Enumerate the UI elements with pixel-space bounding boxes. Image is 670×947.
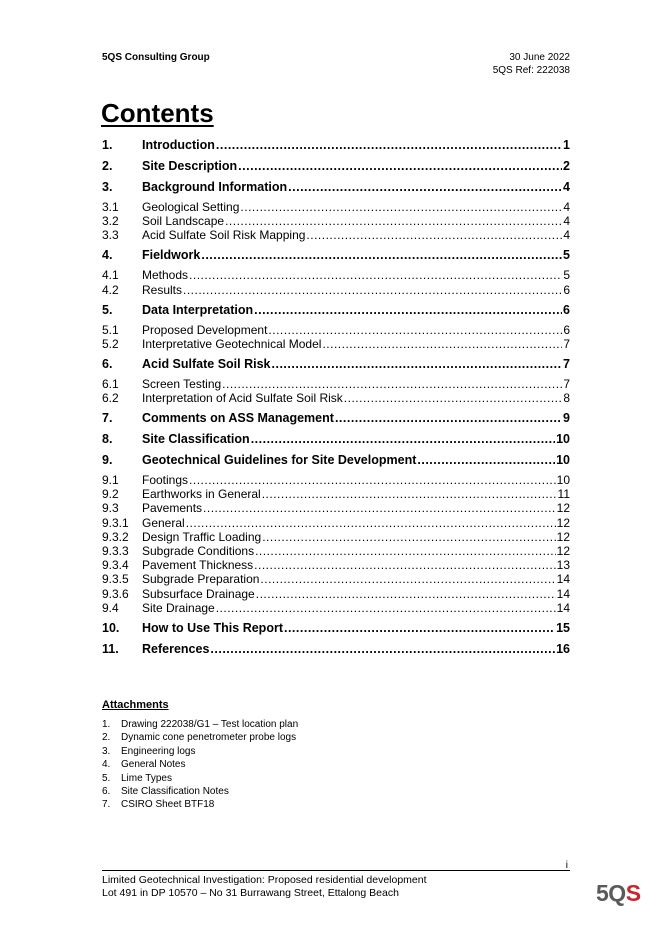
toc-entry[interactable] (102, 544, 570, 558)
attachment-text: General Notes (121, 759, 186, 771)
toc-page-number: 4 (563, 200, 570, 214)
toc-entry[interactable] (102, 473, 570, 487)
toc-leader-dots (186, 516, 556, 530)
footer-rule (102, 870, 570, 871)
attachment-item (102, 785, 298, 798)
toc-page-number: 7 (563, 376, 570, 391)
toc-number: 9.3.6 (102, 586, 129, 601)
toc-number: 5.2 (102, 336, 119, 351)
header-ref: 5QS Ref: 222038 (492, 65, 570, 76)
toc-page-number: 5 (563, 268, 570, 283)
toc-page-number: 12 (556, 515, 570, 530)
toc-page-number: 13 (556, 558, 570, 573)
toc-number: 9.3.3 (102, 544, 129, 558)
toc-page-number: 16 (556, 641, 570, 656)
toc-number: 9.3.1 (102, 515, 129, 530)
toc-leader-dots (262, 487, 557, 501)
toc-entry[interactable] (102, 323, 570, 337)
footer-line-2: Lot 491 in DP 10570 – No 31 Burrawang Street, Ettalong Beach (102, 887, 399, 899)
toc-number: 4.1 (102, 268, 119, 283)
toc-page-number: 6 (563, 282, 570, 297)
toc-leader-dots (254, 558, 555, 572)
page-number: i (565, 860, 568, 871)
toc-leader-dots (268, 323, 562, 337)
toc-entry[interactable] (102, 283, 570, 297)
attachment-number: 4. (102, 759, 111, 771)
toc-entry[interactable] (102, 268, 570, 282)
toc-number: 9.2 (102, 487, 119, 502)
header-company: 5QS Consulting Group (102, 52, 210, 63)
toc-label: Pavements (142, 501, 203, 516)
toc-number: 3.1 (102, 200, 119, 214)
toc-number: 10. (102, 620, 120, 635)
toc-page-number: 12 (556, 501, 570, 516)
toc-number: 4.2 (102, 282, 119, 297)
toc-label: Results (142, 282, 183, 297)
attachment-text: CSIRO Sheet BTF18 (121, 799, 215, 811)
toc-entry[interactable] (102, 391, 570, 405)
toc-number: 4. (102, 248, 113, 263)
toc-page-number: 7 (563, 336, 570, 351)
toc-number: 9.3.5 (102, 572, 129, 587)
toc-entry[interactable] (102, 516, 570, 530)
toc-label: Interpretative Geotechnical Model (142, 336, 322, 351)
toc-leader-dots (255, 544, 556, 558)
toc-entry[interactable] (102, 642, 570, 656)
toc-entry[interactable] (102, 453, 570, 467)
toc-label: Interpretation of Acid Sulfate Soil Risk (142, 391, 343, 405)
footer-line-1: Limited Geotechnical Investigation: Proposed residential development (102, 874, 427, 886)
company-logo (596, 880, 641, 907)
toc-label: Proposed Development (142, 322, 268, 337)
toc-page-number: 4 (563, 228, 570, 243)
toc-entry[interactable] (102, 487, 570, 501)
toc-label: Site Drainage (142, 600, 215, 615)
toc-entry[interactable] (102, 572, 570, 586)
toc-leader-dots (344, 391, 563, 405)
toc-label: Fieldwork (142, 248, 201, 263)
toc-label: Subgrade Preparation (142, 572, 260, 587)
attachment-item (102, 718, 298, 731)
toc-entry[interactable] (102, 357, 570, 371)
toc-leader-dots (322, 337, 562, 351)
logo-text-main: 5Q (596, 880, 626, 906)
toc-page-number: 5 (563, 248, 570, 263)
attachment-item (102, 758, 298, 771)
attachment-number: 5. (102, 772, 111, 784)
toc-label: References (142, 641, 210, 656)
toc-leader-dots (222, 377, 562, 391)
toc-entry[interactable] (102, 558, 570, 572)
toc-leader-dots (254, 303, 562, 317)
toc-number: 8. (102, 432, 113, 446)
toc-leader-dots (417, 453, 555, 467)
toc-number: 6.1 (102, 376, 119, 391)
toc-label: Pavement Thickness (142, 558, 254, 573)
toc-number: 7. (102, 411, 113, 425)
toc-leader-dots (284, 621, 555, 635)
toc-label: Subsurface Drainage (142, 586, 255, 601)
attachment-text: Drawing 222038/G1 – Test location plan (121, 719, 299, 730)
attachment-item (102, 798, 298, 811)
attachment-number: 2. (102, 732, 111, 744)
toc-label: Site Classification (142, 432, 250, 446)
toc-leader-dots (189, 473, 556, 487)
toc-page-number: 12 (556, 544, 570, 558)
toc-entry[interactable] (102, 228, 570, 242)
toc-page-number: 12 (556, 529, 570, 544)
toc-page-number: 9 (563, 411, 570, 425)
toc-number: 3.2 (102, 214, 119, 229)
toc-label: Comments on ASS Management (142, 411, 334, 425)
attachment-number: 6. (102, 786, 111, 798)
toc-number: 9.1 (102, 473, 119, 487)
toc-label: Subgrade Conditions (142, 544, 255, 558)
toc-number: 11. (102, 641, 119, 656)
toc-entry[interactable] (102, 377, 570, 391)
toc-number: 2. (102, 159, 113, 173)
toc-page-number: 14 (556, 572, 570, 587)
toc-leader-dots (256, 587, 556, 601)
attachment-text: Dynamic cone penetrometer probe logs (121, 732, 297, 744)
toc-leader-dots (288, 180, 562, 194)
toc-page-number: 4 (563, 180, 570, 194)
toc-entry[interactable] (102, 200, 570, 214)
attachment-text: Lime Types (121, 772, 172, 784)
toc-label: Acid Sulfate Soil Risk (142, 356, 271, 371)
attachment-item (102, 745, 298, 758)
toc-label: Footings (142, 473, 189, 487)
footer (102, 874, 427, 900)
attachment-number: 3. (102, 745, 111, 757)
toc-page-number: 8 (563, 391, 570, 405)
toc-leader-dots (238, 159, 562, 173)
toc-label: Soil Landscape (142, 214, 225, 229)
toc-leader-dots (225, 214, 562, 228)
page-title: Contents (101, 98, 214, 128)
toc-leader-dots (240, 200, 562, 214)
toc-page-number: 6 (563, 322, 570, 337)
toc-label: Geotechnical Guidelines for Site Development (142, 453, 417, 467)
toc-page-number: 7 (563, 356, 570, 371)
toc-leader-dots (216, 601, 556, 615)
toc-entry[interactable] (102, 180, 570, 194)
toc-page-number: 15 (556, 620, 570, 635)
toc-label: Methods (142, 268, 189, 283)
toc-page-number: 11 (557, 487, 570, 502)
attachment-item (102, 731, 298, 744)
toc-entry[interactable] (102, 138, 570, 152)
toc-number: 3. (102, 180, 113, 194)
toc-number: 5.1 (102, 322, 119, 337)
toc-label: General (142, 515, 185, 530)
toc-number: 9.3.4 (102, 558, 129, 573)
toc-leader-dots (306, 228, 562, 242)
toc-page-number: 10 (556, 473, 570, 487)
toc-number: 1. (102, 138, 113, 152)
toc-leader-dots (335, 411, 562, 425)
toc-label: Site Description (142, 159, 238, 173)
toc-page-number: 4 (563, 214, 570, 229)
toc-leader-dots (251, 432, 555, 446)
toc-number: 9.3 (102, 501, 119, 516)
toc-leader-dots (262, 530, 555, 544)
toc-entry[interactable] (102, 337, 570, 351)
toc-entry[interactable] (102, 530, 570, 544)
toc-entry[interactable] (102, 432, 570, 446)
attachment-number: 7. (102, 799, 111, 811)
toc-leader-dots (260, 572, 555, 586)
toc-number: 9.4 (102, 600, 119, 615)
toc-entry[interactable] (102, 501, 570, 515)
toc-number: 6.2 (102, 391, 119, 405)
header-right (493, 51, 570, 77)
toc-leader-dots (189, 268, 562, 282)
attachments-title: Attachments (102, 699, 169, 711)
toc-page-number: 10 (556, 453, 570, 467)
toc-label: Introduction (142, 138, 215, 152)
toc-label: How to Use This Report (142, 620, 283, 635)
attachment-text: Engineering logs (121, 745, 196, 757)
attachment-number: 1. (102, 719, 111, 730)
attachment-text: Site Classification Notes (121, 786, 229, 798)
toc-label: Acid Sulfate Soil Risk Mapping (142, 228, 306, 243)
toc-entry[interactable] (102, 248, 570, 262)
toc-leader-dots (201, 248, 562, 262)
toc-number: 6. (102, 356, 113, 371)
toc-leader-dots (203, 501, 556, 515)
toc-label: Design Traffic Loading (142, 529, 262, 544)
toc-label: Data Interpretation (142, 302, 254, 317)
logo-text-accent: S (625, 880, 641, 906)
toc-leader-dots (272, 357, 563, 371)
toc-page-number: 10 (556, 432, 570, 446)
toc-entry[interactable] (102, 601, 570, 615)
toc-label: Earthworks in General (142, 487, 261, 502)
toc-entry[interactable] (102, 621, 570, 635)
toc-page-number: 6 (563, 302, 570, 317)
toc-number: 3.3 (102, 228, 119, 243)
toc-label: Geological Setting (142, 200, 240, 214)
attachments-list (102, 718, 298, 812)
toc-number: 9.3.2 (102, 529, 129, 544)
toc-leader-dots (210, 642, 555, 656)
toc-entry[interactable] (102, 587, 570, 601)
toc-entry[interactable] (102, 303, 570, 317)
toc-entry[interactable] (102, 214, 570, 228)
toc-page-number: 14 (556, 600, 570, 615)
toc-leader-dots (216, 138, 562, 152)
attachment-item (102, 772, 298, 785)
toc-entry[interactable] (102, 411, 570, 425)
toc-number: 9. (102, 453, 113, 467)
toc-leader-dots (183, 283, 562, 297)
toc-page-number: 1 (563, 138, 570, 152)
toc-label: Screen Testing (142, 376, 222, 391)
toc-page-number: 14 (556, 586, 570, 601)
toc-label: Background Information (142, 180, 288, 194)
toc-number: 5. (102, 302, 113, 317)
toc-entry[interactable] (102, 159, 570, 173)
toc-page-number: 2 (563, 159, 570, 173)
header-date: 30 June 2022 (509, 52, 570, 63)
